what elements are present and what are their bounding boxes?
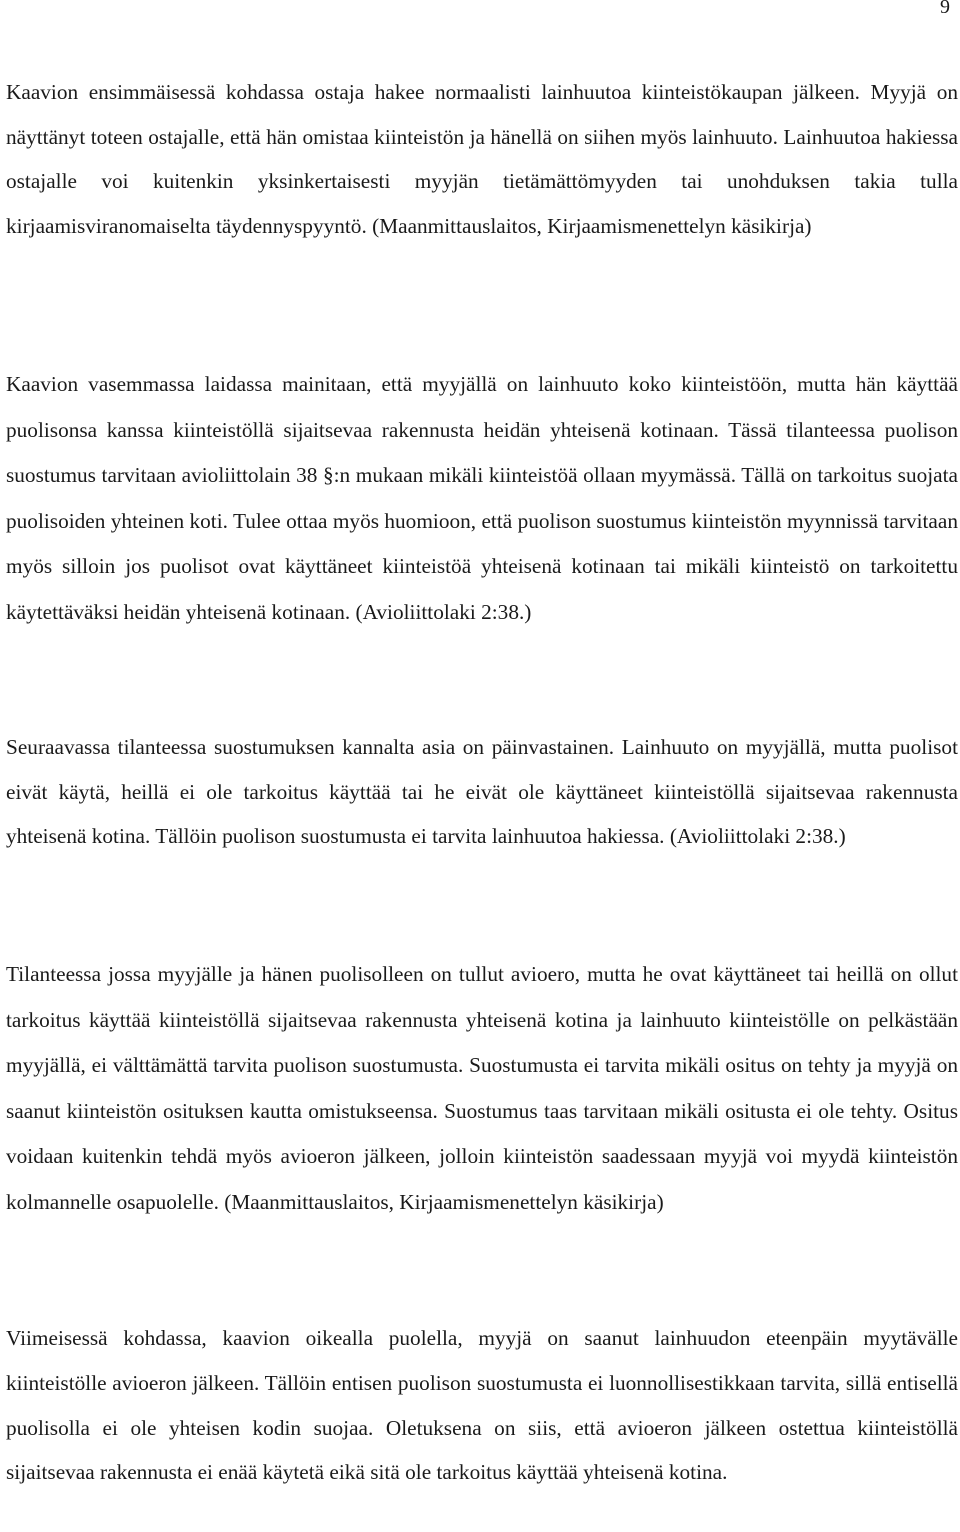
page-number: 9	[940, 0, 950, 18]
paragraph-2: Kaavion vasemmassa laidassa mainitaan, että myyjällä on lainhuuto koko kiinteistöön, mutta hän käyttää puolisonsa kanssa kiinteistöllä sijaitsevaa rakennusta heidän yhteisenä kotinaan. Tässä tilanteessa puolison suostumus tarvitaan avioliittolain 38 §:n mukaan mikäli kiinteistöä ollaan myymässä. Tällä on tarkoitus suojata puolisoiden yhteinen koti. Tulee ottaa myös huomioon, että puolison suostumus kiinteistön myynnissä tarvitaan myös silloin jos puolisot ovat käyttäneet kiinteistöä yhteisenä kotinaan tai mikäli kiinteistö on tarkoitettu käytettäväksi heidän yhteisenä kotinaan. (Avioliittolaki 2:38.)	[6, 372, 958, 624]
paragraph-3: Seuraavassa tilanteessa suostumuksen kannalta asia on päinvastainen. Lainhuuto on myyjällä, mutta puolisot eivät käytä, heillä ei ole tarkoitus käyttää tai he eivät ole käyttäneet kiinteistöllä sijaitsevaa rakennusta yhteisenä kotina. Tällöin puolison suostumusta ei tarvita lainhuutoa hakiessa. (Avioliittolaki 2:38.)	[6, 735, 958, 849]
paragraph-4: Tilanteessa jossa myyjälle ja hänen puolisolleen on tullut avioero, mutta he ovat käyttäneet tai heillä on ollut tarkoitus käyttää kiinteistöllä sijaitsevaa rakennusta yhteisenä kotina ja lainhuuto kiinteistölle on pelkästään myyjällä, ei välttämättä tarvita puolison suostumusta. Suostumusta ei tarvita mikäli ositus on tehty ja myyjä on saanut kiinteistön osituksen kautta omistukseensa. Suostumus taas tarvitaan mikäli ositusta ei ole tehty. Ositus voidaan kuitenkin tehdä myös avioeron jälkeen, jolloin kiinteistön saadessaan myyjä voi myydä kiinteistön kolmannelle osapuolelle. (Maanmittauslaitos, Kirjaamismenettelyn käsikirja)	[6, 962, 958, 1214]
paragraph-5: Viimeisessä kohdassa, kaavion oikealla puolella, myyjä on saanut lainhuudon eteenpäin myytävälle kiinteistölle avioeron jälkeen. Tällöin entisen puolison suostumusta ei luonnollisestikkaan tarvita, sillä entisellä puolisolla ei ole yhteisen kodin suojaa. Oletuksena on siis, että avioeron jälkeen ostettua kiinteistöllä sijaitsevaa rakennusta ei enää käytetä eikä sitä ole tarkoitus käyttää yhteisenä kotina.	[6, 1326, 958, 1485]
paragraph-1: Kaavion ensimmäisessä kohdassa ostaja hakee normaalisti lainhuutoa kiinteistökaupan jälkeen. Myyjä on näyttänyt toteen ostajalle, että hän omistaa kiinteistön ja hänellä on siihen myös lainhuuto. Lainhuutoa hakiessa ostajalle voi kuitenkin yksinkertaisesti myyjän tietämättömyyden tai unohduksen takia tulla kirjaamisviranomaiselta täydennyspyyntö. (Maanmittauslaitos, Kirjaamismenettelyn käsikirja)	[6, 80, 958, 238]
